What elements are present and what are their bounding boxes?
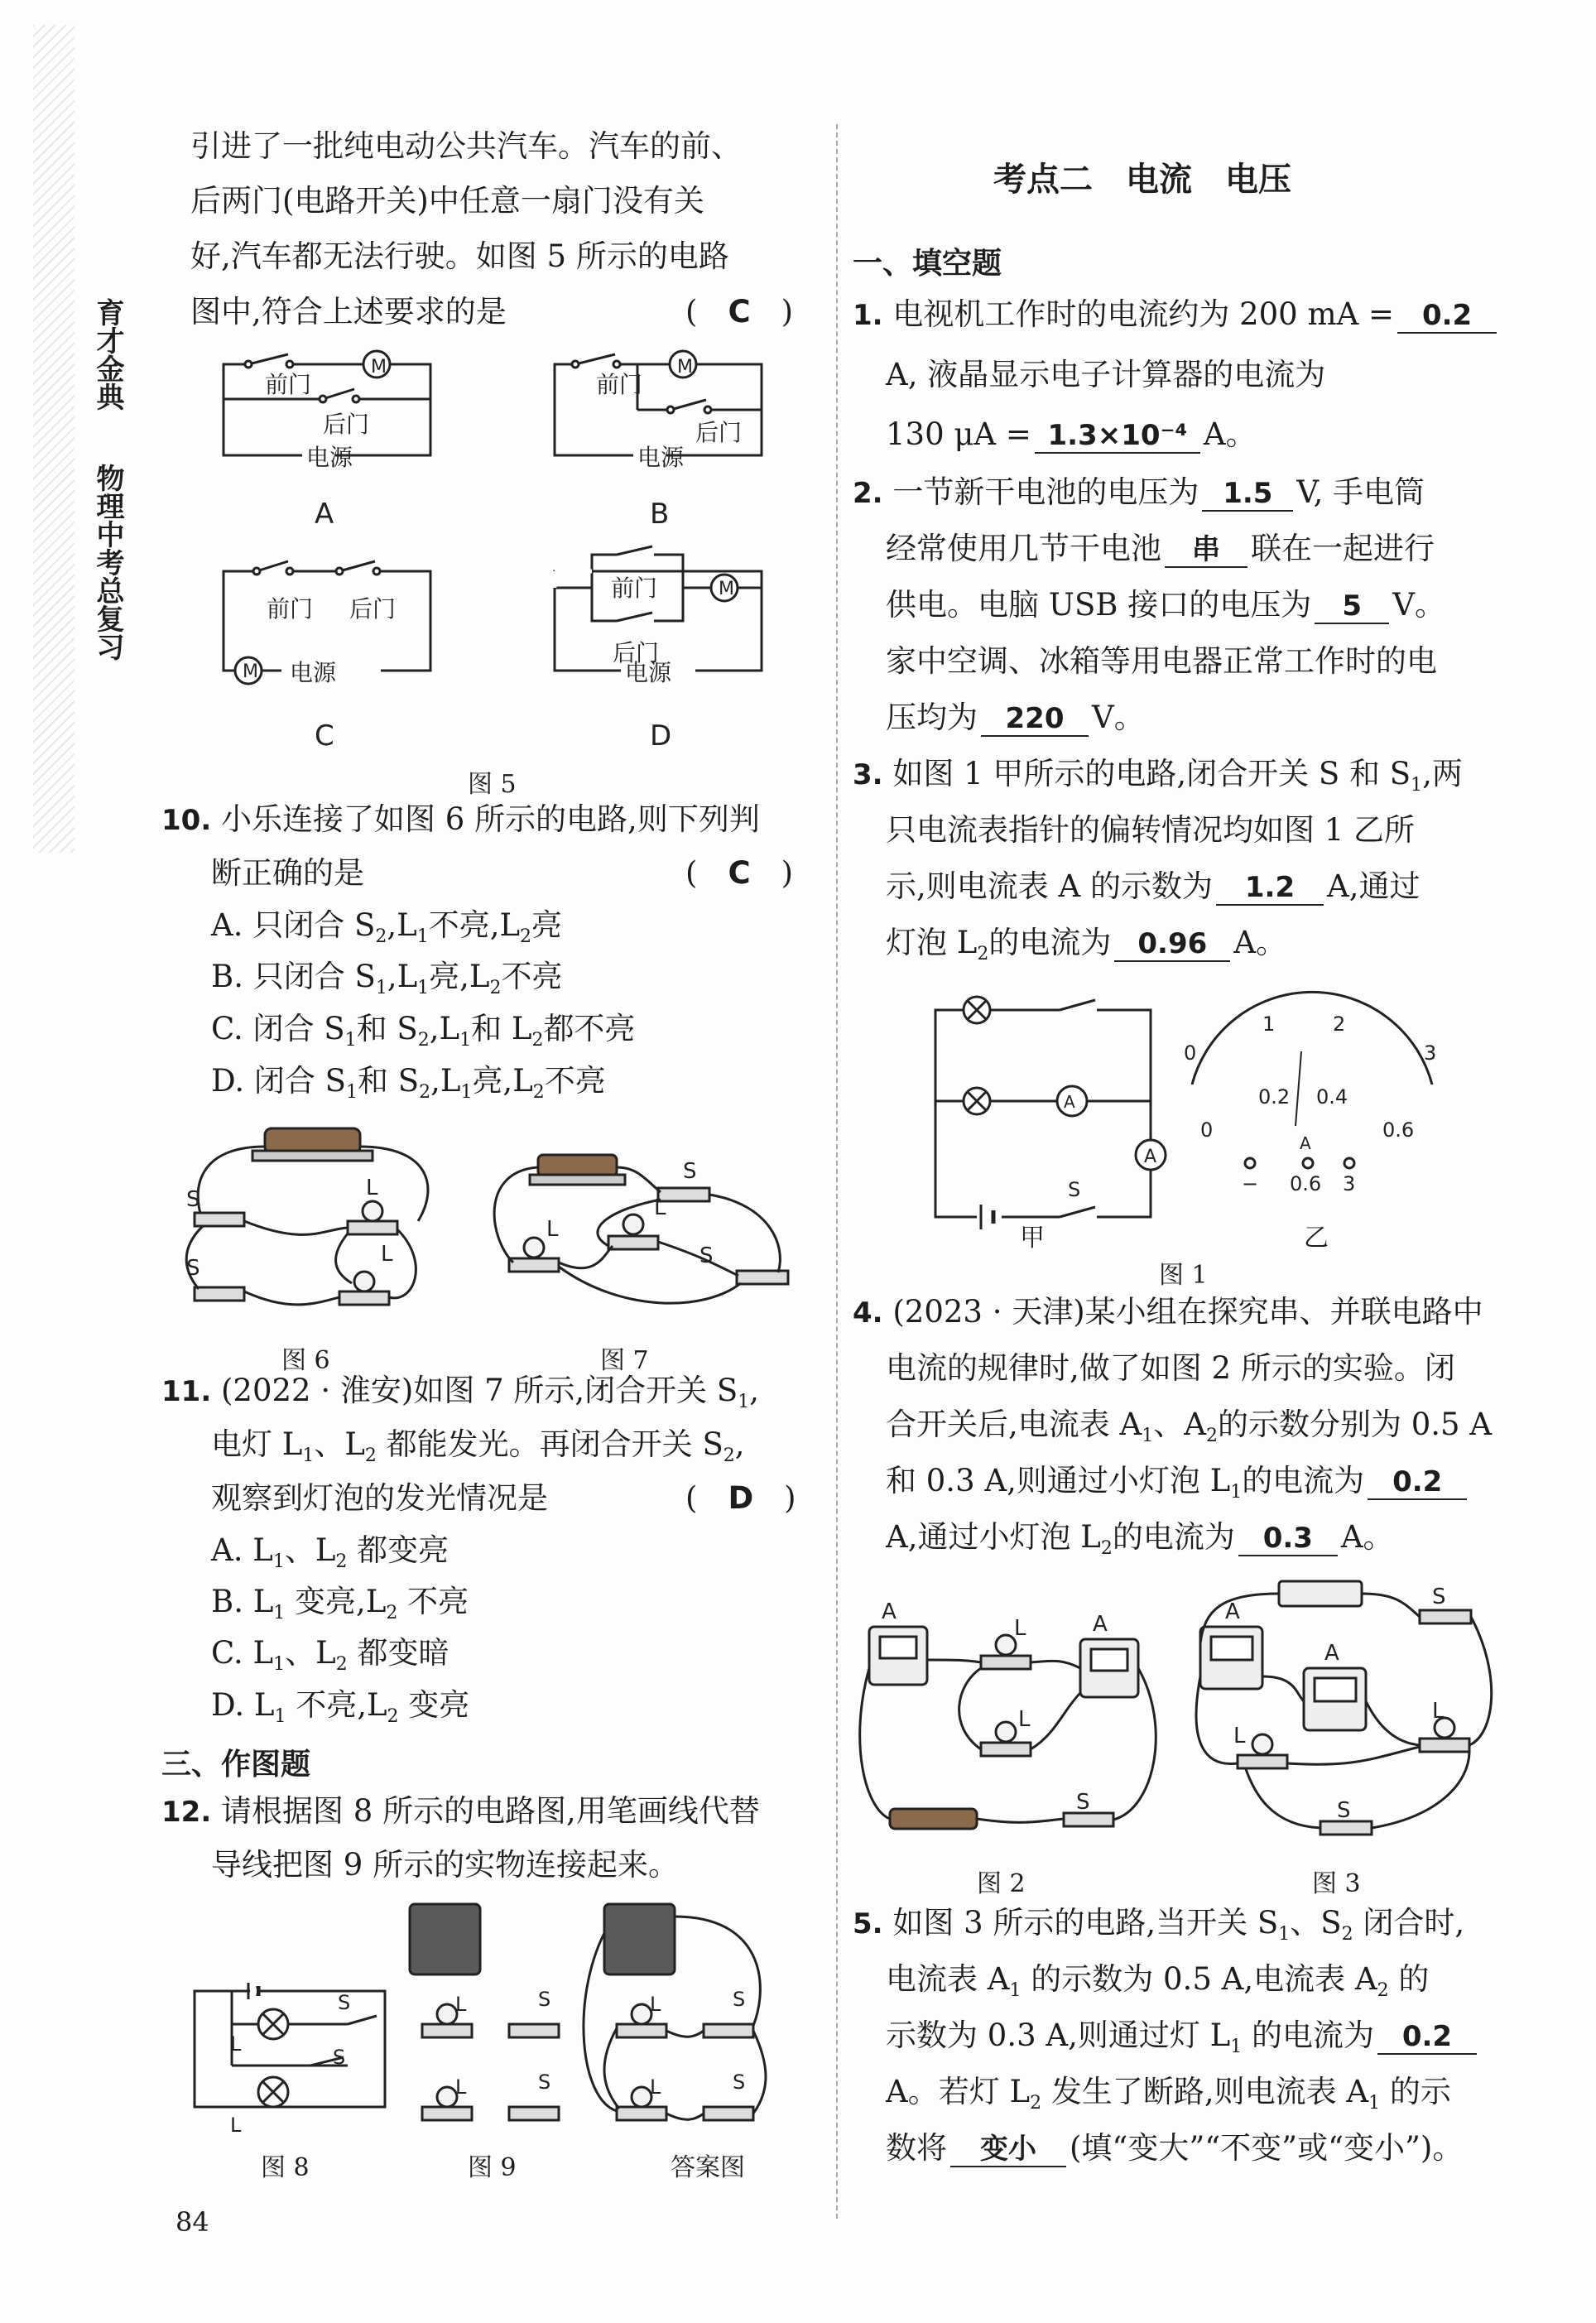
scale-top-0: 0 — [1184, 1041, 1197, 1065]
circuit-a — [224, 351, 430, 455]
fig1-yi-ammeter-dial — [1192, 992, 1432, 1126]
fig2-caption: 图 2 — [977, 1869, 1026, 1898]
fig6-l1-label: L — [366, 1176, 378, 1200]
figure-8 — [195, 1983, 385, 2107]
q4-line4: 和 0.3 A,则通过小灯泡 $L_1$的电流为 0.2 — [886, 1460, 1470, 1513]
q11-line2: 电灯 $L_1$、$L_2$ 都能发光。再闭合开关 $S_2$, — [211, 1426, 745, 1466]
fig5c-motor: M — [243, 661, 258, 682]
q4-answer-2: 0.3 — [1238, 1522, 1338, 1556]
q11-line3: 观察到灯泡的发光情况是 — [211, 1480, 548, 1516]
q5-line3: 示数为 0.3 A,则通过灯 $L_1$ 的电流为 0.2 — [886, 2015, 1480, 2068]
q4-line5: A,通过小灯泡 $L_2$的电流为 0.3 A。 — [886, 1519, 1394, 1559]
q3-line4: 灯泡 $L_2$的电流为 0.96 A。 — [886, 925, 1287, 964]
fig5a-motor: M — [371, 357, 387, 378]
answer-fig-caption: 答案图 — [671, 2153, 745, 2182]
q2-line5: 压均为 220 V。 — [886, 700, 1145, 735]
fig1-jia-circuit — [935, 997, 1166, 1229]
fig2-a2-label: A — [1093, 1612, 1108, 1637]
q5-answer-1: 0.2 — [1377, 2020, 1477, 2055]
fig9-caption: 图 9 — [468, 2153, 517, 2182]
fig3-a2-label: A — [1324, 1641, 1339, 1666]
q2-line3: 供电。电脑 USB 接口的电压为 5 V。 — [886, 587, 1445, 623]
fig6-caption: 图 6 — [281, 1346, 330, 1375]
q2-line1: 2. 一节新干电池的电压为 1.5 V, 手电筒 — [853, 474, 1425, 510]
figure-5 — [199, 339, 795, 753]
fig6-l2-label: L — [381, 1242, 393, 1267]
scale-bottom-1: 0.2 — [1258, 1085, 1291, 1109]
fig5-caption: 图 5 — [468, 770, 517, 799]
q9-line3: 好,汽车都无法行驶。如图 5 所示的电路 — [190, 238, 729, 274]
q1-line2: A, 液晶显示电子计算器的电流为 — [886, 357, 1326, 392]
figures-8-9-answer — [182, 1900, 795, 2157]
figure-7 — [494, 1155, 788, 1303]
fig2-l1-label: L — [1018, 1707, 1031, 1732]
fig3-caption: 图 3 — [1312, 1869, 1361, 1898]
fig3-s2-label: S — [1432, 1585, 1446, 1609]
q10-option-d: D. 闭合 $S_1$和 $S_2,L_1$亮$,L_2$不亮 — [211, 1063, 606, 1103]
figure-6 — [186, 1128, 428, 1305]
q4-line1: 4. (2023 · 天津)某小组在探究串、并联电路中 — [853, 1294, 1483, 1330]
dial-a-label: A — [1300, 1133, 1311, 1153]
q2-line4: 家中空调、冰箱等用电器正常工作时的电 — [886, 643, 1437, 679]
fig5b-front-label: 前门 — [596, 371, 643, 398]
scale-top-1: 1 — [1262, 1012, 1276, 1036]
q10-line1: 10. 小乐连接了如图 6 所示的电路,则下列判 — [161, 801, 760, 837]
sidebar-subject: 物理中考总复习 — [91, 464, 124, 661]
fig9-l2-label: L — [455, 2075, 467, 2099]
fig7-l2-label: L — [546, 1217, 559, 1242]
q11-option-c: C. $L_1$、$L_2$ 都变暗 — [211, 1635, 449, 1675]
fig5d-motor: M — [719, 579, 734, 599]
q5-line4: A。若灯 $L_2$ 发生了断路,则电流表 $A_1$ 的示 — [886, 2074, 1451, 2114]
sidebar-brand: 育才金典 — [91, 298, 124, 411]
q2-answer-3: 5 — [1315, 589, 1389, 624]
fig5a-back-label: 后门 — [323, 411, 370, 438]
fig3-l2-label: L — [1432, 1699, 1445, 1724]
q10-option-c: C. 闭合 $S_1$和 $S_2,L_1$和 $L_2$都不亮 — [211, 1011, 636, 1051]
fig8-s1-label: S — [338, 1991, 351, 2014]
q3-answer-1: 1.2 — [1216, 871, 1324, 906]
fig5d-front-label: 前门 — [611, 575, 658, 602]
q4-answer-1: 0.2 — [1368, 1465, 1467, 1500]
fig5-label-b: B — [650, 498, 670, 531]
fig8-l1-label: L — [230, 2032, 242, 2056]
scale-top-2: 2 — [1333, 1012, 1346, 1036]
section-1-title: 一、填空题 — [853, 247, 1002, 281]
q10-option-b: B. 只闭合 $S_1,L_1$亮$,L_2$不亮 — [211, 959, 563, 998]
fig7-s1-label: S — [683, 1159, 697, 1184]
q5-answer-2: 变小 — [950, 2133, 1066, 2167]
fig5d-back-label: 后门 — [613, 639, 660, 666]
q11-option-d: D. $L_1$ 不亮$,L_2$ 变亮 — [211, 1687, 470, 1727]
q9-line2: 后两门(电路开关)中任意一扇门没有关 — [190, 183, 704, 219]
fig8-s2-label: S — [333, 2046, 346, 2069]
fig5c-front-label: 前门 — [267, 595, 314, 623]
q10-line2: 断正确的是 — [211, 855, 364, 891]
figures-2-3 — [857, 1577, 1502, 1859]
q9-line1: 引进了一批纯电动公共汽车。汽车的前、 — [190, 128, 742, 164]
fig6-s2-label: S — [186, 1256, 200, 1281]
fig9-s1-label: S — [538, 1988, 551, 2011]
fig7-l1-label: L — [654, 1195, 666, 1220]
q2-answer-4: 220 — [981, 702, 1089, 737]
q10-option-a: A. 只闭合 $S_2,L_1$不亮$,L_2$亮 — [211, 907, 563, 947]
page-number: 84 — [175, 2206, 209, 2238]
fig5d-power-label: 电源 — [625, 659, 672, 686]
scale-bottom-3: 0.6 — [1382, 1118, 1415, 1142]
section-title: 考点二 电流 电压 — [993, 161, 1291, 199]
fig5b-back-label: 后门 — [695, 419, 743, 446]
q11-option-a: A. $L_1$、$L_2$ 都变亮 — [211, 1532, 449, 1572]
q11-line1: 11. (2022 · 淮安)如图 7 所示,闭合开关 $S_1$, — [161, 1373, 760, 1412]
fig2-s-label: S — [1076, 1790, 1090, 1815]
fig6-s1-label: S — [186, 1187, 200, 1212]
edge-hatch — [33, 25, 75, 853]
fig5-label-a: A — [315, 498, 334, 531]
scale-top-3: 3 — [1424, 1041, 1437, 1065]
q1-line3: 130 μA = 1.3×10⁻⁴ A。 — [886, 416, 1257, 452]
section-3-title: 三、作图题 — [161, 1748, 311, 1782]
q1-answer-2: 1.3×10⁻⁴ — [1035, 419, 1200, 454]
q12-line2: 导线把图 9 所示的实物连接起来。 — [211, 1847, 680, 1883]
q9-answer: ( C ) — [685, 294, 794, 329]
fig8-caption: 图 8 — [261, 2153, 310, 2182]
fig5a-front-label: 前门 — [265, 371, 312, 398]
fig2-l2-label: L — [1014, 1616, 1026, 1641]
fig5a-power-label: 电源 — [306, 444, 353, 471]
fig5c-back-label: 后门 — [349, 595, 397, 623]
q12-line1: 12. 请根据图 8 所示的电路图,用笔画线代替 — [161, 1793, 760, 1829]
fig1-yi-terminals — [1245, 1158, 1354, 1168]
q10-answer: ( C ) — [685, 855, 794, 891]
q1-answer-1: 0.2 — [1397, 299, 1497, 334]
fig1-a1-label: A — [1064, 1092, 1075, 1112]
scale-bottom-0: 0 — [1200, 1118, 1214, 1142]
answer-s2-label: S — [733, 2070, 746, 2094]
fig7-caption: 图 7 — [600, 1346, 649, 1375]
q3-line1: 3. 如图 1 甲所示的电路,闭合开关 S 和 $S_1$,两 — [853, 756, 1463, 796]
answer-l1-label: L — [650, 1993, 661, 2016]
q11-option-b: B. $L_1$ 变亮$,L_2$ 不亮 — [211, 1584, 469, 1623]
fig3-a1-label: A — [1225, 1599, 1240, 1624]
fig2-a1-label: A — [882, 1599, 897, 1624]
fig1-yi-label: 乙 — [1304, 1224, 1329, 1253]
figures-6-7 — [182, 1113, 795, 1329]
figure-1 — [919, 977, 1498, 1242]
figure-9 — [410, 1904, 559, 2120]
fig5b-power-label: 电源 — [637, 444, 685, 471]
fig1-jia-label: 甲 — [1020, 1224, 1045, 1253]
fig7-s2-label: S — [699, 1243, 714, 1268]
fig5-label-d: D — [650, 719, 672, 753]
q4-line3: 合开关后,电流表 $A_1$、$A_2$的示数分别为 0.5 A — [886, 1407, 1493, 1446]
fig9-s2-label: S — [538, 2070, 551, 2094]
q5-line2: 电流表 $A_1$ 的示数为 0.5 A,电流表 $A_2$ 的 — [886, 1961, 1430, 2001]
fig1-s-label: S — [1068, 1178, 1081, 1201]
q2-line2: 经常使用几节干电池 串 联在一起进行 — [886, 531, 1435, 566]
answer-s1-label: S — [733, 1988, 746, 2011]
terminal-06: 0.6 — [1290, 1172, 1322, 1195]
fig3-s1-label: S — [1337, 1798, 1351, 1823]
fig1-caption: 图 1 — [1159, 1261, 1208, 1290]
q2-answer-1: 1.5 — [1202, 477, 1293, 512]
q5-line1: 5. 如图 3 所示的电路,当开关 $S_1$、$S_2$ 闭合时, — [853, 1905, 1465, 1945]
column-divider — [836, 124, 838, 2219]
q5-line5: 数将 变小 (填“变大”“不变”或“变小”)。 — [886, 2130, 1464, 2166]
q3-line3: 示,则电流表 A 的示数为 1.2 A,通过 — [886, 868, 1421, 904]
fig5c-power-label: 电源 — [290, 659, 337, 686]
figure-2 — [860, 1627, 1156, 1829]
q3-answer-2: 0.96 — [1114, 927, 1230, 962]
fig3-l1-label: L — [1233, 1724, 1246, 1748]
scale-bottom-2: 0.4 — [1316, 1085, 1348, 1109]
fig9-l1-label: L — [455, 1993, 467, 2016]
fig5b-motor: M — [677, 357, 693, 378]
q2-answer-2: 串 — [1165, 533, 1247, 568]
q1-line1: 1. 电视机工作时的电流约为 200 mA = 0.2 — [853, 294, 1500, 336]
figure-3 — [1196, 1581, 1492, 1835]
fig1-a-label: A — [1144, 1147, 1157, 1167]
terminal-3: 3 — [1343, 1172, 1356, 1195]
q4-line2: 电流的规律时,做了如图 2 所示的实验。闭 — [886, 1350, 1455, 1386]
fig5-label-c: C — [315, 719, 334, 753]
answer-l2-label: L — [650, 2075, 661, 2099]
fig8-l2-label: L — [230, 2114, 242, 2137]
q9-line4: 图中,符合上述要求的是 — [190, 294, 507, 329]
terminal-minus: − — [1242, 1172, 1259, 1195]
q3-line2: 只电流表指针的偏转情况均如图 1 乙所 — [886, 812, 1416, 848]
q11-answer: ( D ) — [685, 1480, 796, 1516]
